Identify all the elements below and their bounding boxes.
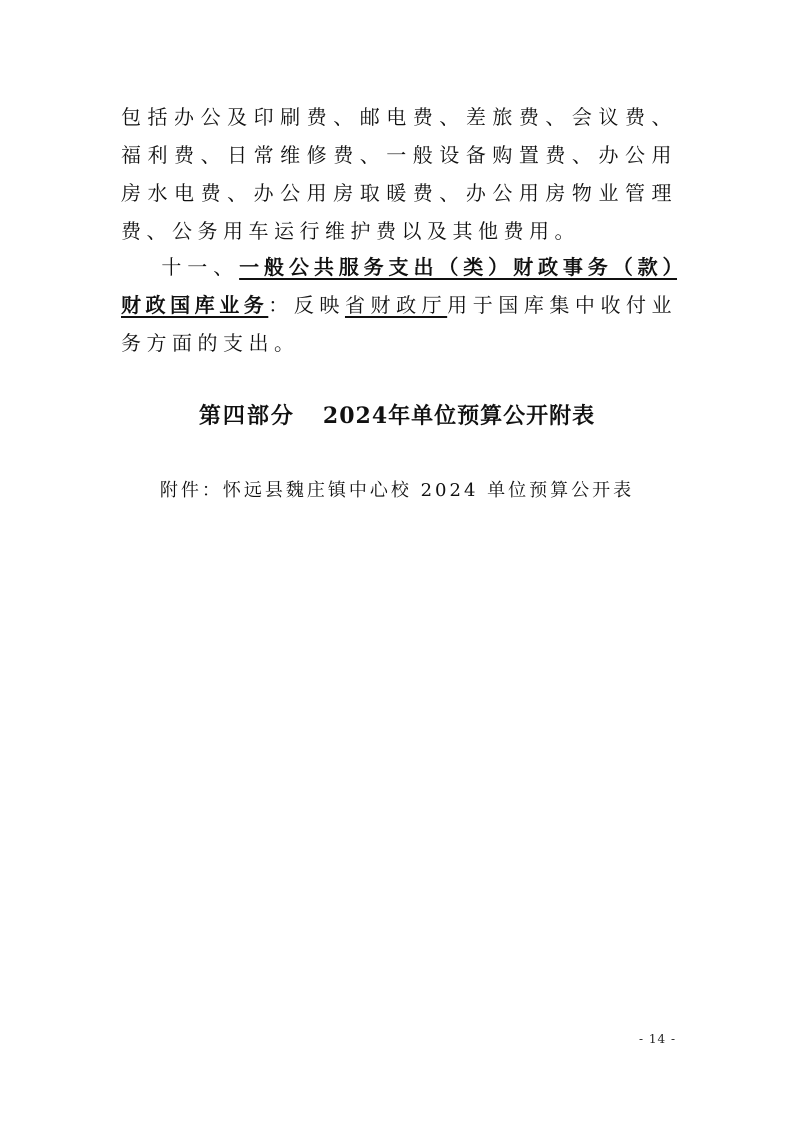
item-heading: 一般公共服务支出（类）财政事务（款）财政国库业务 [121,255,678,317]
section-part-label: 第四部分 [198,404,295,429]
section-title [0,400,794,433]
paragraph-treasury-item [121,248,677,362]
paragraph-expense-description: 包括办公及印刷费、邮电费、差旅费、会议费、福利费、日常维修费、一般设备购置费、办公用房水电费、办公用房取暖费、办公用房物业管理费、公务用车运行维护费以及其他费用。 [121,105,677,243]
page-number: - 14 - [638,1032,676,1046]
item-text-before: 反映 [293,293,345,317]
item-underlined-text: 省财政厅 [344,293,448,317]
item-number: 十一、 [161,255,240,279]
item-colon: ： [268,293,294,317]
section-name: 2024年单位预算公开附表 [322,403,596,429]
attachment-note: 附件：怀远县魏庄镇中心校 2024 单位预算公开表 [159,480,635,501]
item-text-after: 用于国库集中收付业务方面的支出。 [121,293,678,355]
